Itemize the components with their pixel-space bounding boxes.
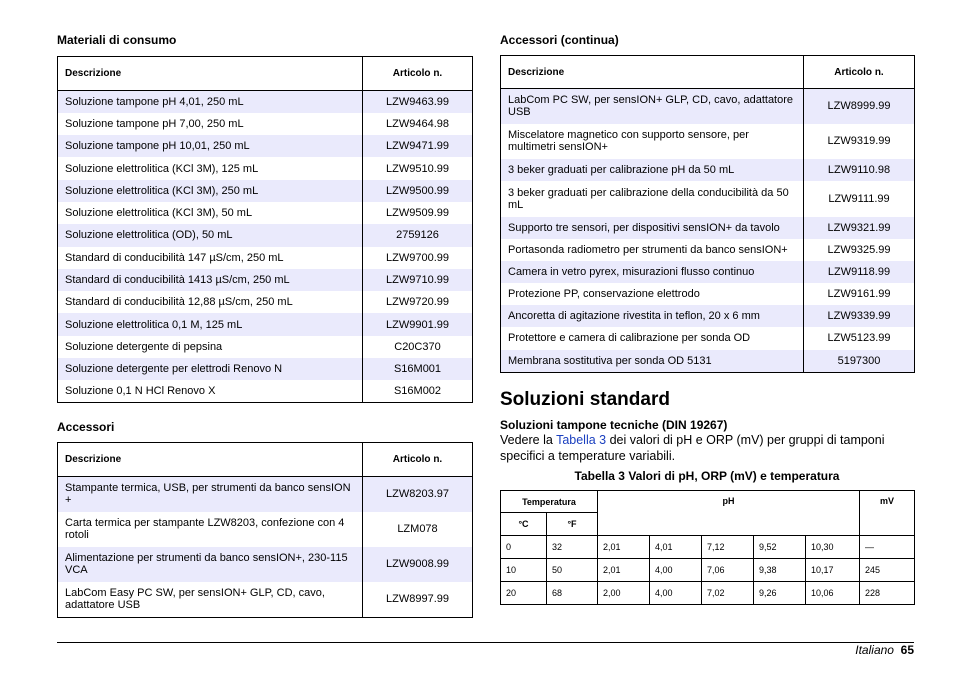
table-row bbox=[58, 157, 473, 179]
item-description: Soluzione 0,1 N HCl Renovo X bbox=[58, 380, 363, 402]
table-row bbox=[501, 89, 915, 124]
table-row bbox=[501, 181, 915, 217]
item-article-number: LZW9319.99 bbox=[804, 124, 915, 159]
table-cell: 7,02 bbox=[702, 582, 754, 605]
ph-table bbox=[500, 490, 915, 605]
table-row bbox=[501, 283, 915, 305]
item-article-number: C20C370 bbox=[363, 336, 473, 358]
item-article-number: LZW8997.99 bbox=[363, 582, 473, 618]
accessories-title: Accessori bbox=[57, 420, 115, 434]
item-description: Standard di conducibilità 12,88 µS/cm, 250 mL bbox=[58, 291, 363, 313]
item-article-number: S16M001 bbox=[363, 358, 473, 380]
table-row bbox=[58, 358, 473, 380]
standards-heading: Soluzioni standard bbox=[500, 389, 670, 410]
item-article-number: LZW9710.99 bbox=[363, 269, 473, 291]
item-article-number: LZW9321.99 bbox=[804, 217, 915, 239]
table-row bbox=[501, 217, 915, 239]
item-article-number: LZW8203.97 bbox=[363, 477, 473, 512]
item-article-number: LZM078 bbox=[363, 512, 473, 547]
column-header-article: Articolo n. bbox=[804, 56, 915, 89]
table-row bbox=[501, 559, 915, 582]
table-cell: 32 bbox=[547, 536, 598, 559]
table-row bbox=[58, 135, 473, 157]
footer bbox=[855, 643, 914, 657]
table-row bbox=[58, 202, 473, 224]
table-cell: 50 bbox=[547, 559, 598, 582]
item-description: Soluzione elettrolitica 0,1 M, 125 mL bbox=[58, 313, 363, 335]
item-article-number: LZW9110.98 bbox=[804, 159, 915, 181]
table-row bbox=[58, 477, 473, 512]
item-article-number: LZW9700.99 bbox=[363, 247, 473, 269]
table-row bbox=[501, 124, 915, 159]
item-description: Standard di conducibilità 1413 µS/cm, 250 mL bbox=[58, 269, 363, 291]
item-description: Soluzione detergente per elettrodi Renovo N bbox=[58, 358, 363, 380]
table-row bbox=[501, 327, 915, 350]
page-number: 65 bbox=[900, 643, 914, 657]
table-row bbox=[58, 113, 473, 135]
table-row bbox=[58, 313, 473, 335]
item-article-number: LZW9325.99 bbox=[804, 239, 915, 261]
item-description: Soluzione elettrolitica (KCl 3M), 250 mL bbox=[58, 180, 363, 202]
item-article-number: S16M002 bbox=[363, 380, 473, 402]
item-article-number: LZW8999.99 bbox=[804, 89, 915, 124]
table-row bbox=[58, 547, 473, 582]
table-row bbox=[58, 180, 473, 202]
item-description: Stampante termica, USB, per strumenti da banco sensION + bbox=[58, 477, 363, 512]
materials-table bbox=[57, 56, 473, 403]
item-description: Standard di conducibilità 147 µS/cm, 250 mL bbox=[58, 247, 363, 269]
item-article-number: 5197300 bbox=[804, 350, 915, 373]
table-cell: 245 bbox=[860, 559, 915, 582]
table-cell: 10 bbox=[501, 559, 547, 582]
item-description: Soluzione elettrolitica (KCl 3M), 50 mL bbox=[58, 202, 363, 224]
table-row bbox=[58, 380, 473, 402]
item-article-number: 2759126 bbox=[363, 224, 473, 246]
item-article-number: LZW9500.99 bbox=[363, 180, 473, 202]
item-description: Supporto tre sensori, per dispositivi sensION+ da tavolo bbox=[501, 217, 804, 239]
item-description: LabCom Easy PC SW, per sensION+ GLP, CD, cavo, adattatore USB bbox=[58, 582, 363, 618]
table-row bbox=[501, 261, 915, 283]
item-article-number: LZW9463.99 bbox=[363, 91, 473, 113]
item-description: Soluzione elettrolitica (KCl 3M), 125 mL bbox=[58, 157, 363, 179]
standards-paragraph bbox=[500, 432, 912, 464]
table-row bbox=[58, 269, 473, 291]
table-cell: 7,12 bbox=[702, 536, 754, 559]
item-description: 3 beker graduati per calibrazione della conducibilità da 50 mL bbox=[501, 181, 804, 217]
table-row bbox=[501, 159, 915, 181]
materials-title: Materiali di consumo bbox=[57, 33, 177, 47]
table-3-caption: Tabella 3 Valori di pH, ORP (mV) e temperatura bbox=[574, 469, 840, 483]
table-cell: 2,01 bbox=[598, 536, 650, 559]
table-cell: 4,00 bbox=[650, 559, 702, 582]
table-row bbox=[58, 291, 473, 313]
item-article-number: LZW9471.99 bbox=[363, 135, 473, 157]
table-row bbox=[58, 582, 473, 618]
item-article-number: LZW9111.99 bbox=[804, 181, 915, 217]
item-article-number: LZW9161.99 bbox=[804, 283, 915, 305]
standards-subheading: Soluzioni tampone tecniche (DIN 19267) bbox=[500, 418, 728, 432]
item-article-number: LZW9008.99 bbox=[363, 547, 473, 582]
accessories-cont-title: Accessori (continua) bbox=[500, 33, 619, 47]
temperature-header: Temperatura bbox=[501, 491, 598, 513]
table-cell: 4,01 bbox=[650, 536, 702, 559]
item-description: Ancoretta di agitazione rivestita in teflon, 20 x 6 mm bbox=[501, 305, 804, 327]
paragraph-text-post: dei valori di pH e ORP (mV) per gruppi di tamponi specifici a temperature variabili. bbox=[500, 433, 885, 463]
mv-header: mV bbox=[860, 491, 915, 536]
table-cell: 2,00 bbox=[598, 582, 650, 605]
column-header-description: Descrizione bbox=[501, 56, 804, 89]
table-cell: 7,06 bbox=[702, 559, 754, 582]
item-article-number: LZW9118.99 bbox=[804, 261, 915, 283]
table-row bbox=[58, 512, 473, 547]
table-cell: 4,00 bbox=[650, 582, 702, 605]
table-row bbox=[501, 582, 915, 605]
ph-header: pH bbox=[598, 491, 860, 536]
table-row bbox=[501, 350, 915, 373]
table-row bbox=[58, 91, 473, 113]
item-description: Camera in vetro pyrex, misurazioni flusso continuo bbox=[501, 261, 804, 283]
table-row bbox=[58, 247, 473, 269]
table-cell: 20 bbox=[501, 582, 547, 605]
footer-language: Italiano bbox=[855, 643, 894, 657]
table-row bbox=[501, 305, 915, 327]
table-cell: 2,01 bbox=[598, 559, 650, 582]
column-header-article: Articolo n. bbox=[363, 57, 473, 91]
accessories-table bbox=[57, 442, 473, 618]
table-row bbox=[58, 336, 473, 358]
table-row bbox=[501, 536, 915, 559]
table-cell: 68 bbox=[547, 582, 598, 605]
table-3-link[interactable]: Tabella 3 bbox=[556, 433, 607, 447]
item-description: Soluzione tampone pH 10,01, 250 mL bbox=[58, 135, 363, 157]
table-row bbox=[501, 239, 915, 261]
item-article-number: LZW5123.99 bbox=[804, 327, 915, 350]
item-article-number: LZW9720.99 bbox=[363, 291, 473, 313]
table-cell: 10,17 bbox=[806, 559, 860, 582]
table-cell: 9,38 bbox=[754, 559, 806, 582]
item-article-number: LZW9901.99 bbox=[363, 313, 473, 335]
accessories-cont-table bbox=[500, 55, 915, 373]
item-description: LabCom PC SW, per sensION+ GLP, CD, cavo, adattatore USB bbox=[501, 89, 804, 124]
item-description: Protettore e camera di calibrazione per sonda OD bbox=[501, 327, 804, 350]
table-cell: 10,06 bbox=[806, 582, 860, 605]
celsius-header: °C bbox=[501, 513, 547, 536]
item-description: Soluzione detergente di pepsina bbox=[58, 336, 363, 358]
item-article-number: LZW9464.98 bbox=[363, 113, 473, 135]
column-header-article: Articolo n. bbox=[363, 443, 473, 477]
fahrenheit-header: °F bbox=[547, 513, 598, 536]
table-cell: 9,26 bbox=[754, 582, 806, 605]
item-description: Portasonda radiometro per strumenti da banco sensION+ bbox=[501, 239, 804, 261]
table-cell: 9,52 bbox=[754, 536, 806, 559]
column-header-description: Descrizione bbox=[58, 57, 363, 91]
item-description: Soluzione elettrolitica (OD), 50 mL bbox=[58, 224, 363, 246]
column-header-description: Descrizione bbox=[58, 443, 363, 477]
item-description: Carta termica per stampante LZW8203, confezione con 4 rotoli bbox=[58, 512, 363, 547]
table-cell: 228 bbox=[860, 582, 915, 605]
item-description: Soluzione tampone pH 4,01, 250 mL bbox=[58, 91, 363, 113]
item-description: Miscelatore magnetico con supporto sensore, per multimetri sensION+ bbox=[501, 124, 804, 159]
paragraph-text-pre: Vedere la bbox=[500, 433, 557, 447]
item-description: Alimentazione per strumenti da banco sensION+, 230-115 VCA bbox=[58, 547, 363, 582]
item-article-number: LZW9509.99 bbox=[363, 202, 473, 224]
footer-divider bbox=[57, 642, 914, 643]
item-description: Protezione PP, conservazione elettrodo bbox=[501, 283, 804, 305]
table-row bbox=[58, 224, 473, 246]
item-article-number: LZW9339.99 bbox=[804, 305, 915, 327]
item-article-number: LZW9510.99 bbox=[363, 157, 473, 179]
item-description: 3 beker graduati per calibrazione pH da 50 mL bbox=[501, 159, 804, 181]
table-cell: 10,30 bbox=[806, 536, 860, 559]
item-description: Membrana sostitutiva per sonda OD 5131 bbox=[501, 350, 804, 373]
item-description: Soluzione tampone pH 7,00, 250 mL bbox=[58, 113, 363, 135]
table-cell: 0 bbox=[501, 536, 547, 559]
table-cell: — bbox=[860, 536, 915, 559]
